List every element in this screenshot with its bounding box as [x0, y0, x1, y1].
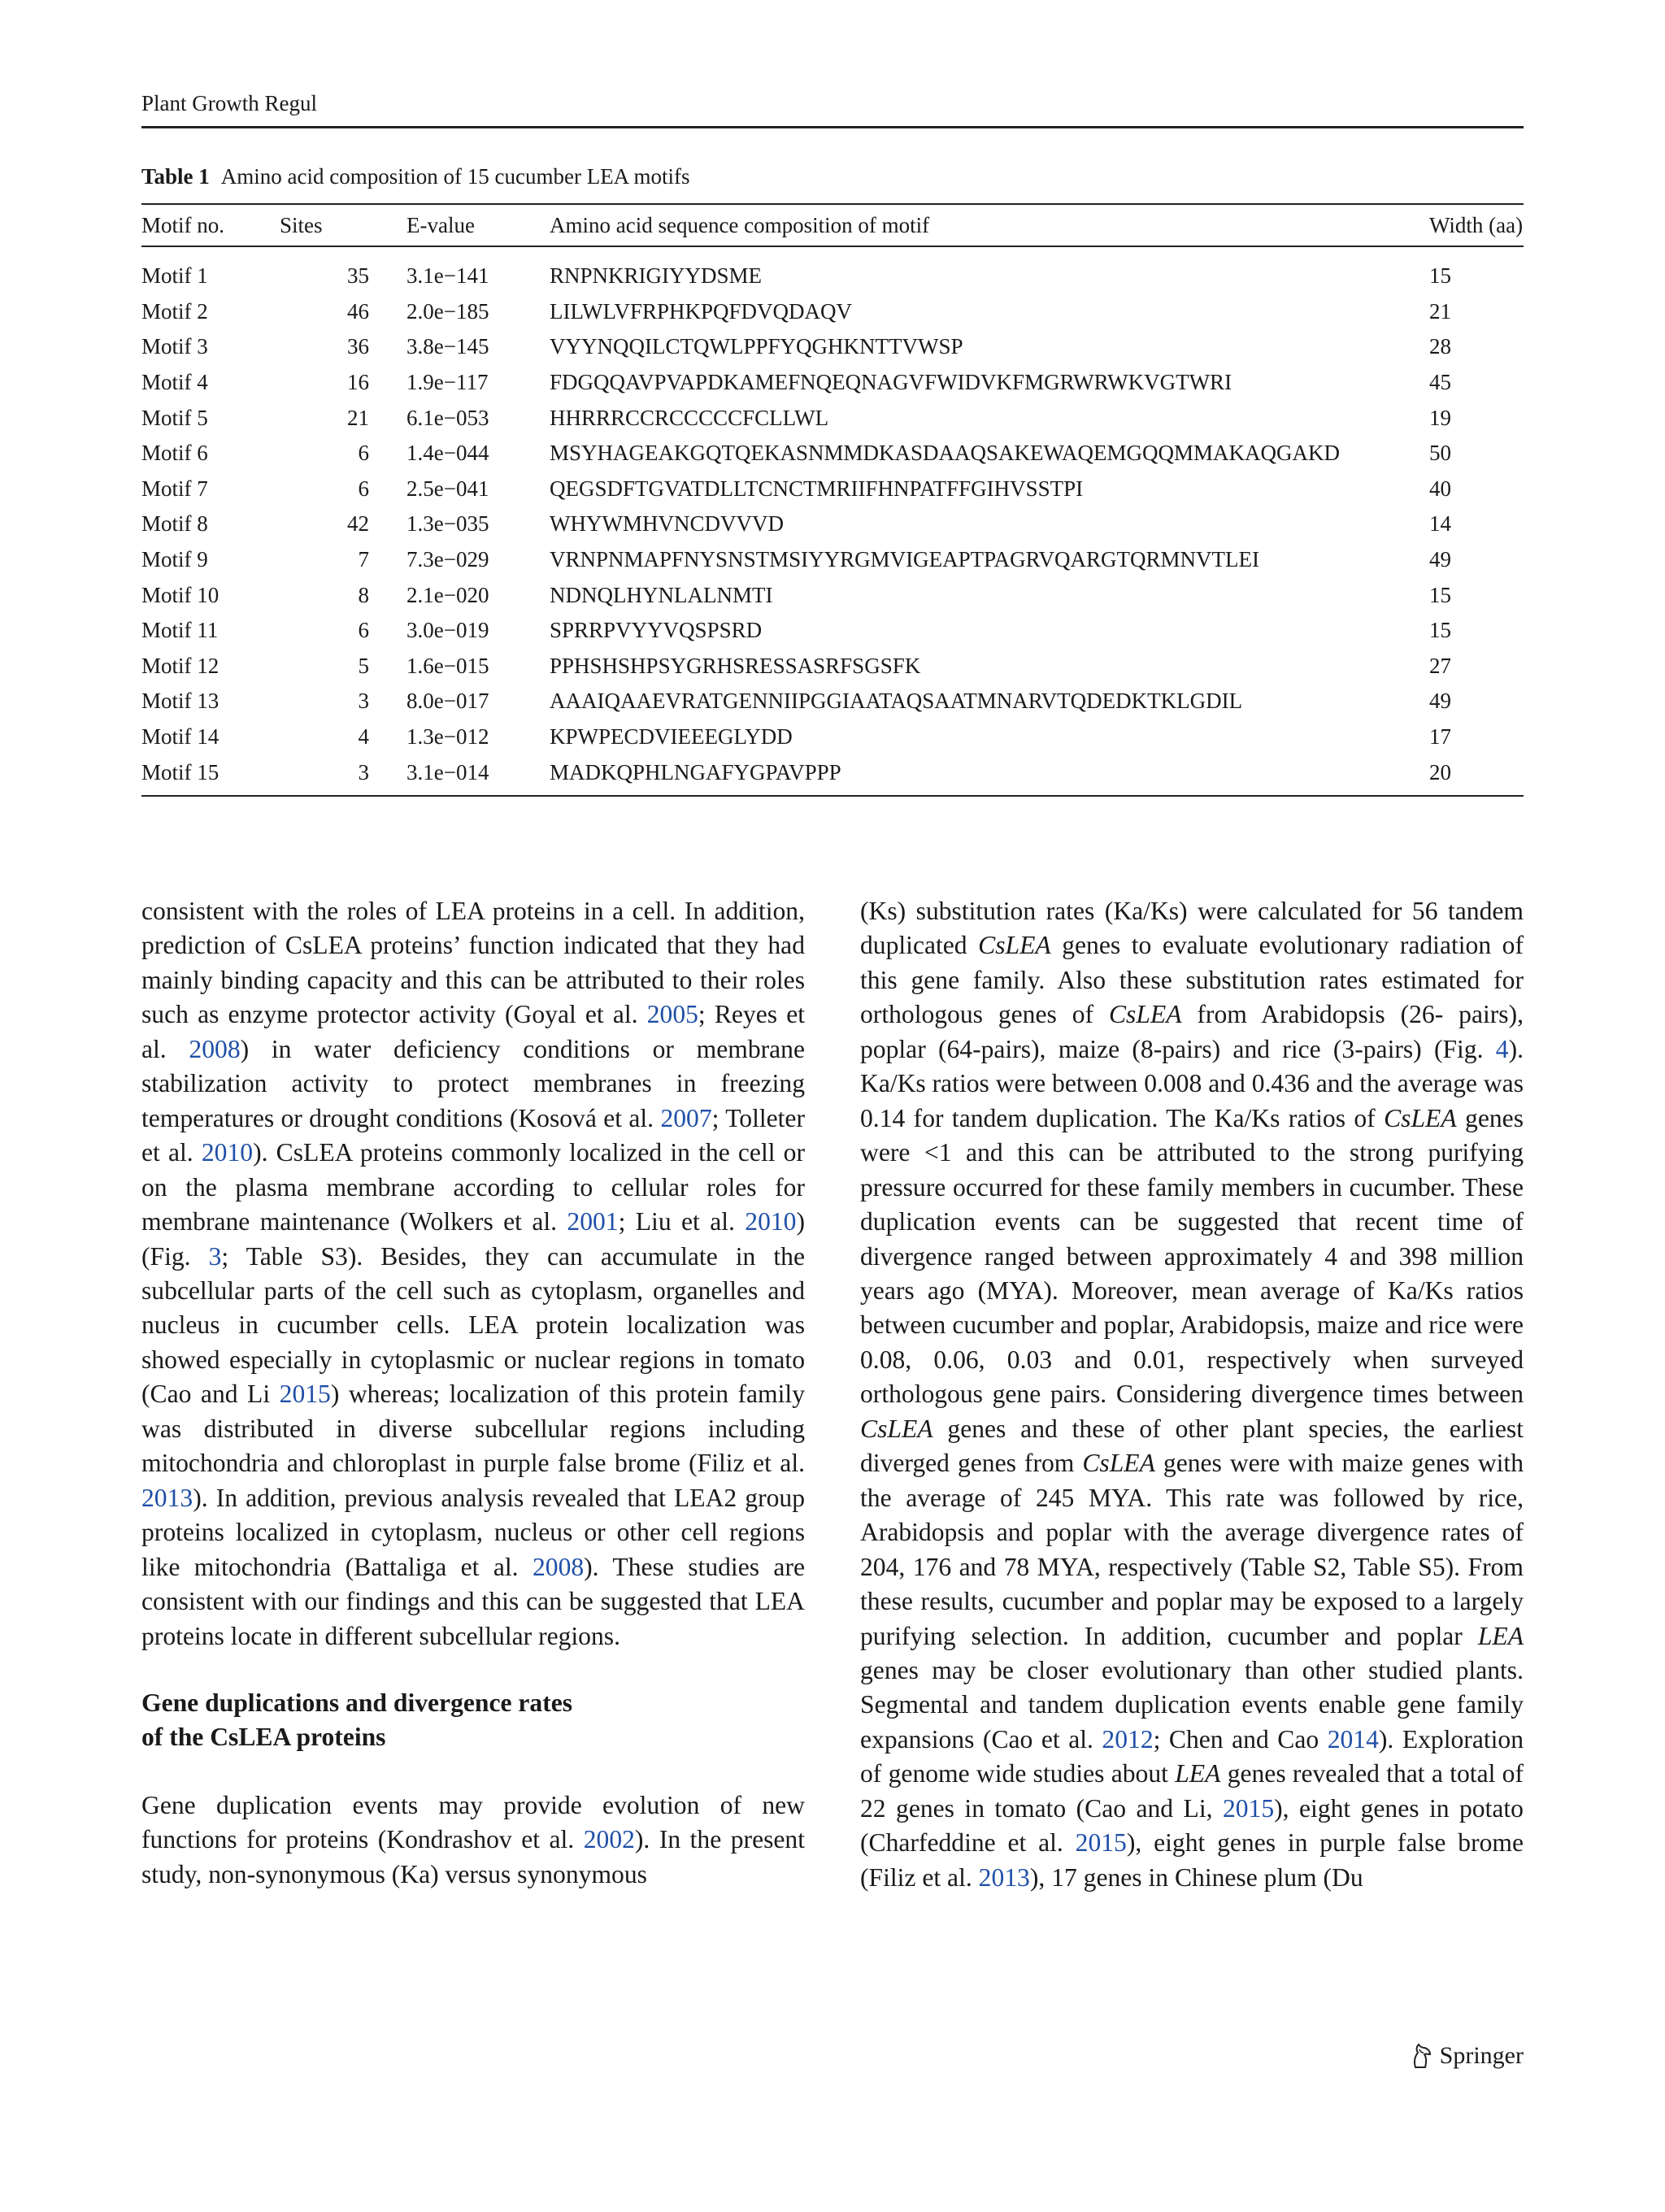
- table-row: [141, 246, 1524, 294]
- width-cell: 27: [1429, 653, 1451, 678]
- motif-no-cell: Motif 13: [141, 689, 220, 714]
- table-row: [141, 754, 1524, 796]
- text-run: consistent with the roles of LEA proteins in a cell. In addition, prediction of CsLEA proteins’ function indicated that they had mainly binding capacity and this can be attributed to their roles such as enzyme protector activity (Goyal et al.: [141, 897, 805, 1029]
- text-run: ; Tolleter et al.: [141, 1103, 805, 1167]
- text-run: genes were <1 and this can be attributed to the strong purifying pressure occurred for these family members in cucumber. These duplication events can be suggested that recent time of divergence ranged between approximately 4 and 398 million years ago (MYA). Moreover, mean average of Ka/Ks ratios between cucumber and poplar, Arabidopsis, maize and rice were 0.08, 0.06, 0.03 and 0.01, respectively when surveyed orthologous gene pairs. Considering divergence times between: [860, 1103, 1524, 1409]
- sites-cell: 7: [358, 547, 369, 572]
- sites-cell: 3: [358, 689, 369, 714]
- text-run: ; Table S3). Besides, they can accumulate in the subcellular parts of the cell such as cytoplasm, organelles and nucleus in cucumber cells. LEA protein localization was showed especially in cytoplasmic or nuclear regions in tomato (Cao and Li: [141, 1241, 805, 1409]
- table-header-row: [141, 204, 1524, 246]
- width-cell: 28: [1429, 334, 1451, 359]
- table-row: [141, 329, 1524, 365]
- width-cell: 15: [1429, 263, 1451, 289]
- e-value-cell: 1.9e−117: [406, 370, 489, 395]
- table-row: [141, 577, 1524, 613]
- text-run: ; Chen and Cao: [1153, 1724, 1328, 1754]
- column-header-sequence: Amino acid sequence composition of motif: [550, 204, 1429, 246]
- text-run: ). In the present study, non-synonymous (Ka) versus synonymous: [141, 1825, 805, 1888]
- sites-cell: 16: [347, 370, 369, 395]
- sites-cell: 6: [358, 618, 369, 643]
- italic-term: CsLEA: [978, 931, 1051, 960]
- text-run: genes may be closer evolutionary than other studied plants. Segmental and tandem duplication events enable gene family expansions (Cao et al.: [860, 1655, 1524, 1754]
- motif-no-cell: Motif 9: [141, 547, 208, 572]
- table-row: [141, 400, 1524, 436]
- motif-no-cell: Motif 5: [141, 405, 208, 430]
- width-cell: 50: [1429, 441, 1451, 466]
- italic-term: LEA: [1477, 1621, 1524, 1650]
- citation-link[interactable]: 2014: [1327, 1724, 1379, 1754]
- text-run: ). These studies are consistent with our findings and this can be suggested that LEA proteins locate in different subcellular regions.: [141, 1552, 806, 1650]
- e-value-cell: 3.1e−141: [406, 263, 489, 289]
- body-paragraph: [860, 894, 1524, 1895]
- text-run: ; Liu et al.: [618, 1207, 746, 1236]
- header-rule: [141, 126, 1524, 128]
- motif-no-cell: Motif 2: [141, 298, 208, 324]
- width-cell: 49: [1429, 547, 1451, 572]
- motif-no-cell: Motif 6: [141, 441, 208, 466]
- section-heading-line-2: of the CsLEA proteins: [141, 1722, 386, 1751]
- citation-link[interactable]: 2010: [745, 1207, 797, 1236]
- motif-no-cell: Motif 3: [141, 334, 208, 359]
- motif-no-cell: Motif 15: [141, 754, 280, 796]
- column-header-e-value: E-value: [406, 204, 550, 246]
- motif-no-cell: Motif 4: [141, 370, 208, 395]
- sequence-cell: NDNQLHYNLALNMTI: [550, 582, 773, 607]
- italic-term: CsLEA: [1108, 1000, 1182, 1029]
- column-header-sites: Sites: [280, 204, 406, 246]
- e-value-cell: 2.0e−185: [406, 298, 489, 324]
- width-cell: 19: [1429, 405, 1451, 430]
- sequence-cell: WHYWMHVNCDVVVD: [550, 511, 784, 537]
- citation-link[interactable]: 2005: [646, 1000, 698, 1029]
- sequence-cell: PPHSHSHPSYGRHSRESSASRFSGSFK: [550, 653, 921, 678]
- publisher-name: Springer: [1439, 2042, 1524, 2069]
- italic-term: CsLEA: [1082, 1449, 1155, 1478]
- text-run: genes to evaluate evolutionary radiation of this gene family. Also these substitution rates estimated for orthologous genes of: [860, 931, 1524, 1029]
- citation-link[interactable]: 4: [1495, 1034, 1509, 1063]
- table-row: [141, 649, 1524, 684]
- table-row: [141, 542, 1524, 578]
- table-row: [141, 365, 1524, 401]
- sequence-cell: MSYHAGEAKGQTQEKASNMMDKASDAAQSAKEWAQEMGQQMMAKAQGAKD: [550, 441, 1341, 466]
- motif-no-cell: Motif 8: [141, 511, 208, 537]
- section-heading-line-1: Gene duplications and divergence rates: [141, 1688, 573, 1717]
- table-caption: [141, 164, 689, 189]
- section-heading: [141, 1686, 805, 1754]
- citation-link[interactable]: 2008: [189, 1034, 241, 1063]
- citation-link[interactable]: 2013: [141, 1483, 193, 1512]
- text-run: ). Exploration of genome wide studies about: [860, 1724, 1524, 1788]
- sites-cell: 35: [347, 263, 369, 289]
- e-value-cell: 7.3e−029: [406, 547, 489, 572]
- motif-no-cell: Motif 1: [141, 263, 208, 289]
- text-run: ), eight genes in potato (Charfeddine et al.: [860, 1793, 1524, 1858]
- sites-cell: 6: [358, 441, 369, 466]
- text-run: Gene duplication events may provide evolution of new functions for proteins (Kondrashov et al.: [141, 1790, 805, 1854]
- width-cell: 20: [1429, 754, 1524, 796]
- table-row: [141, 472, 1524, 507]
- right-column: [860, 894, 1524, 1895]
- table-row: [141, 719, 1524, 755]
- e-value-cell: 1.4e−044: [406, 441, 489, 466]
- table-row: [141, 506, 1524, 542]
- sites-cell: 6: [358, 476, 369, 501]
- citation-link[interactable]: 2001: [567, 1207, 619, 1236]
- sequence-cell: SPRRPVYYVQSPSRD: [550, 618, 763, 643]
- width-cell: 14: [1429, 511, 1451, 537]
- text-run: genes were with maize genes with the average of 245 MYA. This rate was followed by rice, Arabidopsis and poplar with the average divergence rates of 204, 176 and 78 MYA, respectively (Table S2, Table S5). From these results, cucumber and poplar may be exposed to a largely purifying selection. In addition, cucumber and poplar: [860, 1449, 1524, 1650]
- sequence-cell: VYYNQQILCTQWLPPFYQGHKNTTVWSP: [550, 334, 963, 359]
- italic-term: CsLEA: [860, 1414, 933, 1443]
- column-header-width: Width (aa): [1429, 204, 1524, 246]
- e-value-cell: 8.0e−017: [406, 689, 489, 714]
- e-value-cell: 2.5e−041: [406, 476, 489, 501]
- citation-link[interactable]: 2015: [1222, 1793, 1275, 1823]
- italic-term: CsLEA: [1384, 1103, 1457, 1132]
- text-run: ) whereas; localization of this protein family was distributed in diverse subcellular regions including mitochondria and chloroplast in purple false brome (Filiz et al.: [141, 1380, 805, 1478]
- body-paragraph: [141, 1788, 805, 1892]
- table-row: [141, 436, 1524, 472]
- sites-cell: 42: [347, 511, 369, 537]
- text-run: (Ks) substitution rates (Ka/Ks) were calculated for 56 tandem duplicated: [860, 897, 1524, 960]
- motif-no-cell: Motif 14: [141, 724, 220, 750]
- width-cell: 21: [1429, 298, 1451, 324]
- citation-link[interactable]: 2010: [201, 1138, 254, 1167]
- e-value-cell: 1.3e−012: [406, 724, 489, 750]
- e-value-cell: 3.8e−145: [406, 334, 489, 359]
- table-label: Table 1: [141, 164, 210, 189]
- sequence-cell: AAAIQAAEVRATGENNIIPGGIAATAQSAATMNARVTQDEDKTKLGDIL: [550, 689, 1243, 714]
- sites-cell: 21: [347, 405, 369, 430]
- table-row: [141, 684, 1524, 719]
- springer-horse-icon: [1409, 2042, 1433, 2070]
- citation-link[interactable]: 2002: [583, 1825, 635, 1854]
- table-caption-text: Amino acid composition of 15 cucumber LEA motifs: [220, 164, 690, 189]
- sequence-cell: KPWPECDVIEEEGLYDD: [550, 724, 793, 750]
- width-cell: 15: [1429, 582, 1451, 607]
- sequence-cell: MADKQPHLNGAFYGPAVPPP: [550, 754, 1429, 796]
- e-value-cell: 2.1e−020: [406, 582, 489, 607]
- e-value-cell: 3.1e−014: [406, 754, 550, 796]
- text-run: genes revealed that a total of 22 genes in tomato (Cao and Li,: [860, 1759, 1524, 1823]
- italic-term: LEA: [1175, 1759, 1221, 1788]
- citation-link[interactable]: 3: [208, 1241, 222, 1271]
- e-value-cell: 6.1e−053: [406, 405, 489, 430]
- sequence-cell: FDGQQAVPVAPDKAMEFNQEQNAGVFWIDVKFMGRWRWKVGTWRI: [550, 370, 1232, 395]
- width-cell: 15: [1429, 618, 1451, 643]
- motif-no-cell: Motif 11: [141, 618, 219, 643]
- left-column: [141, 894, 805, 1892]
- e-value-cell: 1.6e−015: [406, 653, 489, 678]
- citation-link[interactable]: 2015: [1075, 1828, 1127, 1858]
- citation-link[interactable]: 2015: [279, 1380, 331, 1409]
- running-head: Plant Growth Regul: [141, 91, 317, 115]
- motif-table: [141, 203, 1524, 797]
- e-value-cell: 3.0e−019: [406, 618, 489, 643]
- sites-cell: 4: [358, 724, 369, 750]
- citation-link[interactable]: 2013: [978, 1862, 1030, 1892]
- width-cell: 40: [1429, 476, 1451, 501]
- sequence-cell: RNPNKRIGIYYDSME: [550, 263, 763, 289]
- sites-cell: 3: [280, 754, 406, 796]
- sequence-cell: LILWLVFRPHKPQFDVQDAQV: [550, 298, 853, 324]
- text-run: from Arabidopsis (26- pairs), poplar (64-pairs), maize (8-pairs) and rice (3-pairs) (Fig.: [860, 1000, 1524, 1063]
- text-run: ). CsLEA proteins commonly localized in the cell or on the plasma membrane according to cellular roles for membrane maintenance (Wolkers et al.: [141, 1138, 806, 1236]
- text-run: genes and these of other plant species, the earliest diverged genes from: [860, 1414, 1524, 1478]
- sequence-cell: VRNPNMAPFNYSNSTMSIYYRGMVIGEAPTPAGRVQARGTQRMNVTLEI: [550, 547, 1259, 572]
- text-run: ). Ka/Ks ratios were between 0.008 and 0.436 and the average was 0.14 for tandem duplication. The Ka/Ks ratios of: [860, 1034, 1524, 1132]
- text-run: ), 17 genes in Chinese plum (Du: [1029, 1862, 1363, 1892]
- motif-no-cell: Motif 10: [141, 582, 220, 607]
- text-run: ) (Fig.: [141, 1207, 805, 1271]
- width-cell: 17: [1429, 724, 1451, 750]
- column-header-motif-no: Motif no.: [141, 204, 280, 246]
- table-row: [141, 613, 1524, 649]
- sequence-cell: QEGSDFTGVATDLLTCNCTMRIIFHNPATFFGIHVSSTPI: [550, 476, 1084, 501]
- motif-no-cell: Motif 12: [141, 653, 220, 678]
- width-cell: 45: [1429, 370, 1451, 395]
- table-row: [141, 294, 1524, 330]
- e-value-cell: 1.3e−035: [406, 511, 489, 537]
- text-run: ; Reyes et al.: [141, 1000, 806, 1063]
- sites-cell: 36: [347, 334, 369, 359]
- motif-no-cell: Motif 7: [141, 476, 208, 501]
- citation-link[interactable]: 2008: [532, 1552, 585, 1581]
- sites-cell: 46: [347, 298, 369, 324]
- sites-cell: 8: [358, 582, 369, 607]
- text-run: ), eight genes in purple false brome (Filiz et al.: [860, 1828, 1524, 1892]
- citation-link[interactable]: 2007: [660, 1103, 712, 1132]
- sequence-cell: HHRRRCCRCCCCCFCLLWL: [550, 405, 829, 430]
- width-cell: 49: [1429, 689, 1451, 714]
- page-footer: [1409, 2042, 1524, 2070]
- body-paragraph: [141, 894, 805, 1654]
- text-run: ). In addition, previous analysis revealed that LEA2 group proteins localized in cytoplasm, nucleus or other cell regions like mitochondria (Battaliga et al.: [141, 1483, 805, 1581]
- table-body: [141, 246, 1524, 796]
- sites-cell: 5: [358, 653, 369, 678]
- citation-link[interactable]: 2012: [1102, 1724, 1154, 1754]
- text-run: ) in water deficiency conditions or membrane stabilization activity to protect membranes in freezing temperatures or drought conditions (Kosová et al.: [141, 1034, 805, 1132]
